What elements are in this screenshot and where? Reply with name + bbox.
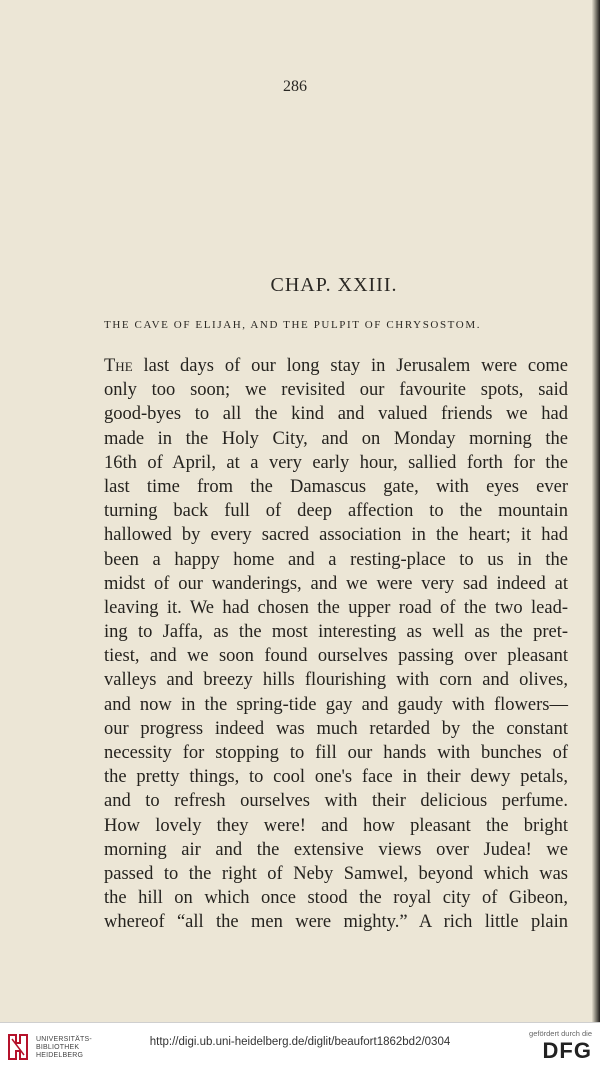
text-line: midst of our wanderings, and we were very sad indeed at [104, 573, 568, 594]
library-name: UNIVERSITÄTS- BIBLIOTHEK HEIDELBERG [36, 1036, 92, 1059]
dfg-logo-text: DFG [542, 1038, 592, 1063]
text-line: leaving it. We had chosen the upper road of the two lead- [104, 597, 568, 618]
chapter-title: CHAP. XXIII. [270, 274, 398, 296]
body-text [104, 354, 568, 935]
text-line: only too soon; we revisited our favourite spots, said [104, 380, 568, 401]
text-line: and to refresh ourselves with their delicious perfume. [104, 791, 568, 812]
book-spine-shadow [592, 0, 600, 1022]
text-line: passed to the right of Neby Samwel, beyond which was [104, 863, 568, 884]
chapter-subtitle: THE CAVE OF ELIJAH, AND THE PULPIT OF CHRYSOSTOM. [104, 319, 482, 331]
text-line: ing to Jaffa, as the most interesting as well as the pret- [104, 622, 568, 643]
text-line: been a happy home and a resting-place to us in the [104, 549, 568, 570]
text-line: last time from the Damascus gate, with eyes ever [104, 476, 568, 497]
text-line: morning air and the extensive views over Judea! we [104, 839, 568, 860]
text-line: the hill on which once stood the royal city of Gibeon, [104, 888, 568, 909]
library-logo[interactable] [6, 1033, 126, 1063]
viewer-footer [0, 1022, 600, 1069]
text-line: tiest, and we soon found ourselves passing over pleasant [104, 646, 568, 667]
text-line: 16th of April, at a very early hour, sallied forth for the [104, 452, 568, 473]
text-line: whereof “all the men were mighty.” A rich little plain [104, 912, 568, 933]
drop-word: The [104, 356, 133, 376]
text-line: made in the Holy City, and on Monday morning the [104, 428, 568, 449]
text-line: the pretty things, to cool one's face in their dewy petals, [104, 767, 568, 788]
permalink-url[interactable]: http://digi.ub.uni-heidelberg.de/diglit/beaufort1862bd2/0304 [149, 1036, 451, 1048]
text-line: necessity for stopping to fill our hands with bunches of [104, 743, 568, 763]
text-line: How lovely they were! and how pleasant the bright [104, 815, 568, 836]
text-line: hallowed by every sacred association in the heart; it had [104, 525, 568, 546]
text-line: The last days of our long stay in Jerusalem were come [104, 356, 568, 376]
text-line: and now in the spring-tide gay and gaudy with flowers— [104, 694, 568, 715]
text-line: turning back full of deep affection to the mountain [104, 501, 568, 522]
text-line: good-byes to all the kind and valued friends we had [104, 404, 568, 425]
library-seal-icon [6, 1033, 30, 1061]
text-line: our progress indeed was much retarded by the constant [104, 718, 568, 739]
funding-credit: gefördert durch die [529, 1029, 592, 1038]
text-line: valleys and breezy hills flourishing with corn and olives, [104, 670, 568, 691]
dfg-logo[interactable] [502, 1029, 592, 1064]
page-number: 286 [283, 78, 307, 95]
